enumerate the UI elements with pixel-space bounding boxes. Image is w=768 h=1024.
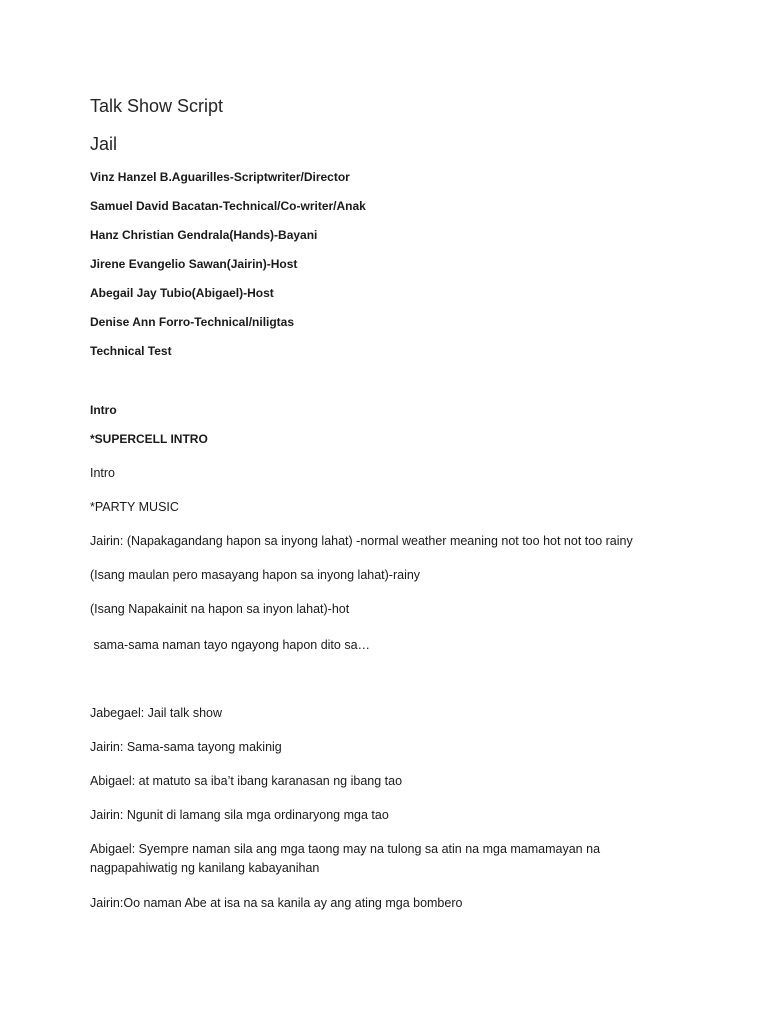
credit-line: Technical Test (90, 344, 172, 358)
script-line: (Isang maulan pero masayang hapon sa inyong lahat)-rainy (90, 568, 421, 582)
script-line: Jairin: Ngunit di lamang sila mga ordinaryong mga tao (90, 808, 389, 822)
document-title: Talk Show Script (90, 96, 224, 116)
script-line: (Isang Napakainit na hapon sa inyon lahat)-hot (90, 602, 350, 616)
party-music-cue: *PARTY MUSIC (90, 500, 179, 514)
script-line: Abigael: Syempre naman sila ang mga taong may na tulong sa atin na mga mamamayan na nagpapahiwatig ng kanilang kabayanihan (90, 842, 601, 875)
document-subtitle: Jail (90, 134, 118, 154)
credit-line: Abegail Jay Tubio(Abigael)-Host (90, 286, 274, 300)
script-line: Jairin:Oo naman Abe at isa na sa kanila ay ang ating mga bombero (90, 896, 463, 910)
supercell-intro-cue: *SUPERCELL INTRO (90, 432, 208, 446)
script-line: Jairin: Sama-sama tayong makinig (90, 740, 282, 754)
intro-label: Intro (90, 466, 116, 480)
credit-line: Jirene Evangelio Sawan(Jairin)-Host (90, 257, 298, 271)
script-line: Jabegael: Jail talk show (90, 706, 223, 720)
credit-line: Vinz Hanzel B.Aguarilles-Scriptwriter/Director (90, 170, 350, 184)
script-line: sama-sama naman tayo ngayong hapon dito sa… (90, 638, 371, 652)
script-line: Jairin: (Napakagandang hapon sa inyong lahat) -normal weather meaning not too hot not too rainy (90, 534, 633, 548)
credit-line: Denise Ann Forro-Technical/niligtas (90, 315, 295, 329)
intro-heading: Intro (90, 403, 117, 417)
credit-line: Hanz Christian Gendrala(Hands)-Bayani (90, 228, 318, 242)
credit-line: Samuel David Bacatan-Technical/Co-writer/Anak (90, 199, 366, 213)
script-line: Abigael: at matuto sa iba’t ibang karanasan ng ibang tao (90, 774, 403, 788)
